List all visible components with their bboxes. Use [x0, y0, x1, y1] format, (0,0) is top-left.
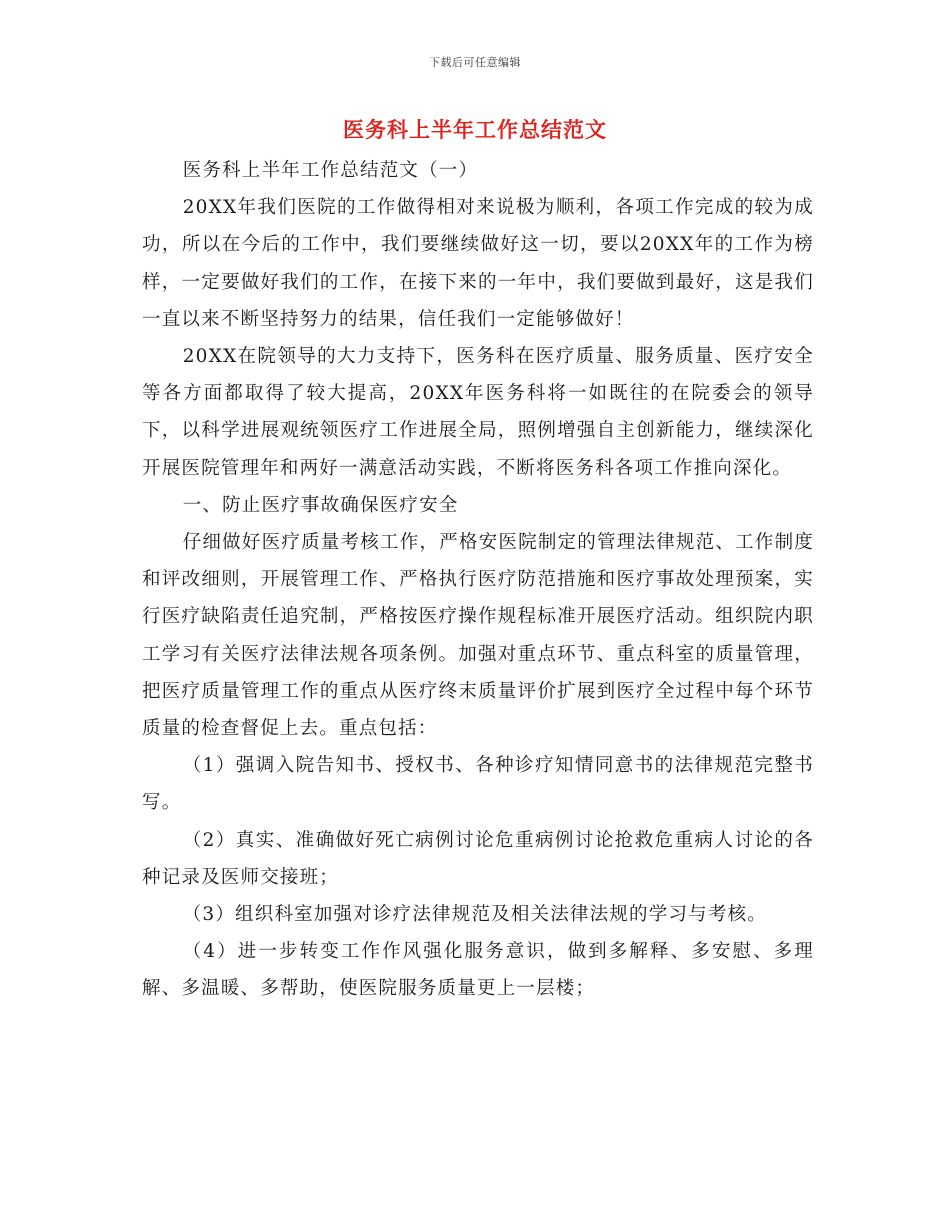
list-item-3: （3）组织科室加强对诊疗法律规范及相关法律法规的学习与考核。 — [182, 904, 767, 926]
paragraph-overview: 20XX在院领导的大力支持下，医务科在医疗质量、服务质量、医疗安全等各方面都取得了较大提高，20XX年医务科将一如既往的在院委会的领导下，以科学进展观统领医疗工作进展全局，照例增强自主创新能力，继续深化开展医院管理年和两好一满意活动实践，不断将医务科各项工作推向深化。 — [142, 346, 814, 479]
header-note: 下载后可任意编辑 — [429, 56, 521, 69]
document-body — [142, 152, 814, 1008]
paragraph-quality: 仔细做好医疗质量考核工作，严格安医院制定的管理法律规范、工作制度和评改细则，开展管理工作、严格执行医疗防范措施和医疗事故处理预案，实行医疗缺陷责任追究制，严格按医疗操作规程标准开展医疗活动。组织院内职工学习有关医疗法律法规各项条例。加强对重点环节、重点科室的质量管理，把医疗质量管理工作的重点从医疗终末质量评价扩展到医疗全过程中每个环节质量的检查督促上去。重点包括： — [142, 532, 814, 740]
paragraph-intro: 20XX年我们医院的工作做得相对来说极为顺利，各项工作完成的较为成功，所以在今后的工作中，我们要继续做好这一切，要以20XX年的工作为榜样，一定要做好我们的工作，在接下来的一年中，我们要做到最好，这是我们一直以来不断坚持努力的结果，信任我们一定能够做好！ — [142, 197, 814, 330]
list-item-4: （4）进一步转变工作作风强化服务意识，做到多解释、多安慰、多理解、多温暖、多帮助，使医院服务质量更上一层楼； — [142, 941, 814, 1000]
section-subtitle: 医务科上半年工作总结范文（一） — [182, 160, 479, 181]
document-title: 医务科上半年工作总结范文 — [343, 117, 607, 142]
list-item-2: （2）真实、准确做好死亡病例讨论危重病例讨论抢救危重病人讨论的各种记录及医师交接班； — [142, 829, 814, 888]
list-item-1: （1）强调入院告知书、授权书、各种诊疗知情同意书的法律规范完整书写。 — [142, 755, 814, 814]
section-heading-1: 一、防止医疗事故确保医疗安全 — [182, 494, 459, 516]
